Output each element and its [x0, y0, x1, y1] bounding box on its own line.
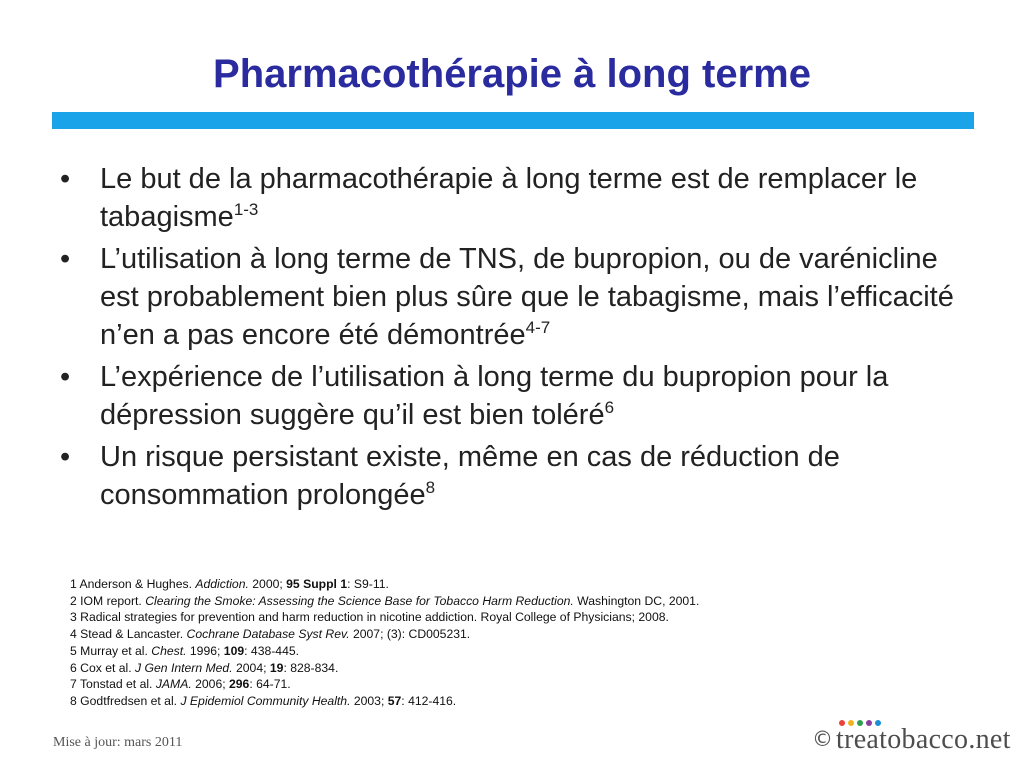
reference-year: Washington DC, 2001.	[573, 593, 700, 608]
reference-authors: 7 Tonstad et al.	[70, 677, 156, 692]
reference-item	[70, 643, 970, 660]
bullet-marker: •	[60, 361, 71, 393]
bullet-text: Un risque persistant existe, même en cas de réduction de consommation prolongée	[100, 441, 840, 511]
bullet-marker: •	[60, 243, 71, 275]
bullet-list	[58, 160, 958, 518]
reference-journal: Addiction.	[195, 577, 249, 591]
bullet-citation: 4-7	[525, 318, 551, 337]
copyright-icon: ©	[812, 727, 833, 751]
bullet-text: L’utilisation à long terme de TNS, de bupropion, ou de varénicline est probablement bien plus sûre que le tabagisme, mais l’efficacité n’en a pas encore été démontrée	[100, 243, 954, 351]
reference-item	[70, 693, 970, 710]
reference-journal: J Gen Intern Med.	[135, 660, 233, 675]
reference-journal: Chest.	[151, 643, 187, 658]
bullet-item	[58, 160, 958, 236]
update-date: Mise à jour: mars 2011	[53, 735, 183, 750]
reference-pages: : 64-71.	[249, 677, 291, 692]
reference-pages: : 438-445.	[244, 643, 300, 658]
bullet-citation: 6	[604, 398, 615, 417]
reference-authors: 2 IOM report.	[70, 593, 146, 608]
reference-authors: 1 Anderson & Hughes.	[70, 577, 196, 591]
reference-year: 2003;	[350, 693, 388, 708]
reference-item	[70, 576, 970, 593]
reference-item	[70, 593, 970, 610]
reference-year: 2004;	[232, 660, 270, 675]
bullet-marker: •	[60, 441, 71, 473]
reference-journal: J Epidemiol Community Health.	[180, 693, 351, 708]
reference-journal: Cochrane Database Syst Rev.	[186, 627, 350, 642]
reference-volume: 19	[269, 660, 284, 675]
reference-year: 1996;	[186, 643, 224, 658]
reference-pages: : 828-834.	[283, 660, 339, 675]
reference-year: 2007; (3): CD005231.	[349, 627, 471, 642]
reference-authors: 3 Radical strategies for prevention and harm reduction in nicotine addiction. Royal College of Physicians; 2008.	[70, 610, 669, 625]
reference-journal: Clearing the Smoke: Assessing the Science Base for Tobacco Harm Reduction.	[145, 593, 574, 608]
reference-item	[70, 676, 970, 693]
reference-year: 2000;	[248, 577, 287, 591]
bullet-item	[58, 240, 958, 354]
reference-volume: 57	[387, 693, 402, 708]
bullet-text: L’expérience de l’utilisation à long terme du bupropion pour la dépression suggère qu’il est bien toléré	[100, 361, 889, 431]
reference-pages: : S9-11.	[347, 577, 389, 591]
reference-pages: : 412-416.	[401, 693, 457, 708]
reference-volume: 95 Suppl 1	[286, 577, 348, 591]
reference-list	[70, 576, 970, 710]
slide-title: Pharmacothérapie à long terme	[213, 52, 811, 96]
title-accent-bar	[52, 112, 974, 129]
reference-volume: 296	[229, 677, 250, 692]
bullet-item	[58, 438, 958, 514]
reference-authors: 4 Stead & Lancaster.	[70, 627, 187, 642]
reference-year: 2006;	[191, 677, 229, 692]
bullet-citation: 1-3	[233, 200, 259, 219]
treatobacco-logo[interactable]	[808, 717, 1011, 757]
reference-journal: JAMA.	[155, 677, 192, 692]
reference-authors: 5 Murray et al.	[70, 643, 152, 658]
bullet-text: Le but de la pharmacothérapie à long terme est de remplacer le tabagisme	[100, 163, 918, 233]
bullet-citation: 8	[425, 478, 436, 497]
reference-authors: 6 Cox et al.	[70, 660, 136, 675]
reference-volume: 109	[223, 643, 245, 658]
bullet-item	[58, 358, 958, 434]
reference-item	[70, 609, 970, 626]
reference-authors: 8 Godtfredsen et al.	[70, 693, 181, 708]
reference-item	[70, 626, 970, 643]
bullet-marker: •	[60, 163, 71, 195]
reference-item	[70, 660, 970, 677]
logo-wordmark: treatobacco.net	[836, 724, 1011, 755]
